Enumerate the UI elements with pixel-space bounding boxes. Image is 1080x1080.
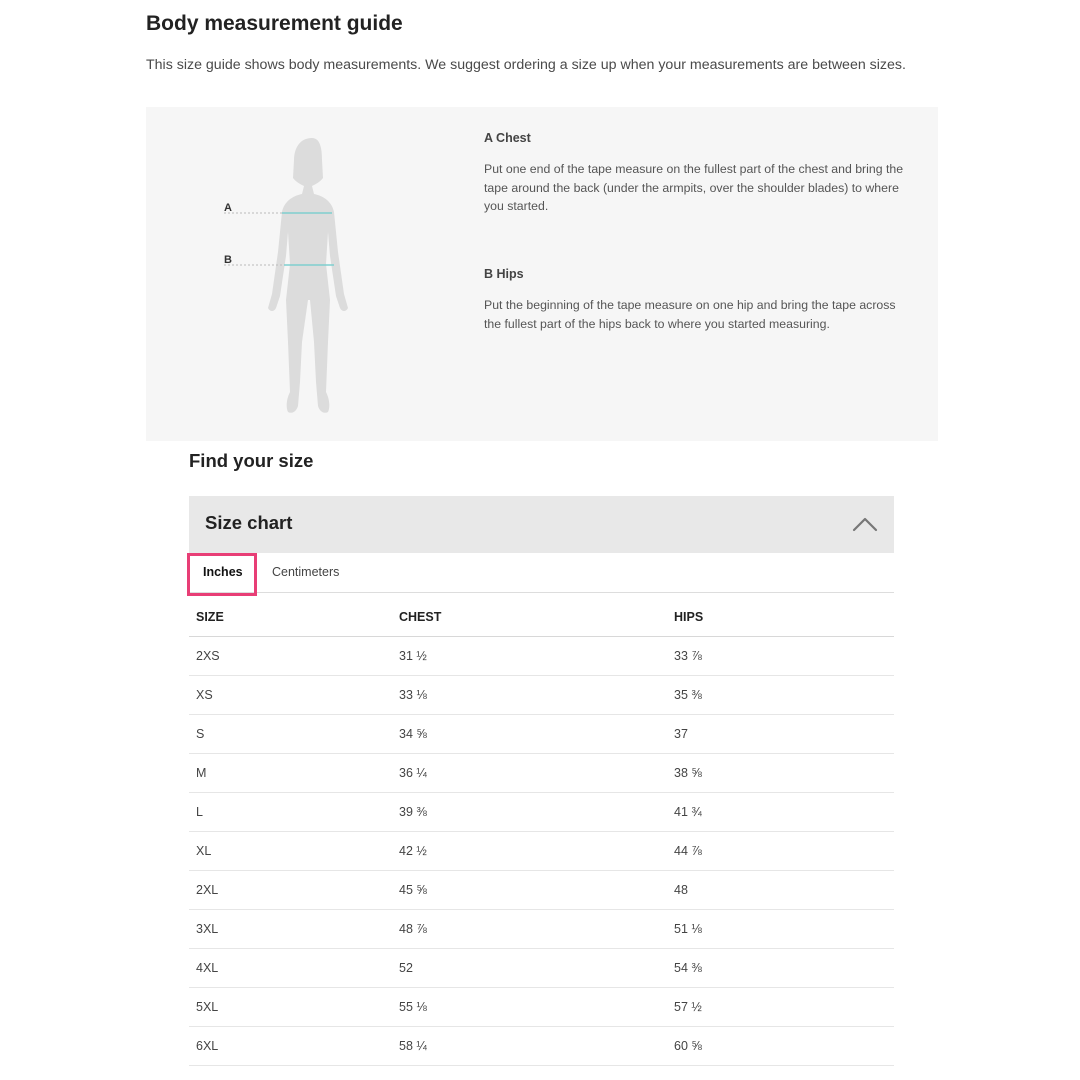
cell-size: S [189, 715, 392, 754]
cell-hips: 41 ¾ [667, 793, 894, 832]
table-row [189, 715, 894, 754]
cell-size: M [189, 754, 392, 793]
hips-description: Put the beginning of the tape measure on one hip and bring the tape across the fullest part of the hips back to where you started measuring. [484, 298, 896, 331]
table-row [189, 793, 894, 832]
cell-chest: 55 ⅛ [392, 988, 667, 1027]
cell-chest: 58 ¼ [392, 1027, 667, 1066]
column-header-chest: CHEST [392, 598, 667, 637]
table-header-row [189, 598, 894, 637]
cell-chest: 36 ¼ [392, 754, 667, 793]
chevron-up-icon[interactable] [852, 515, 878, 533]
cell-chest: 39 ⅜ [392, 793, 667, 832]
table-row [189, 754, 894, 793]
table-row [189, 871, 894, 910]
hips-title: B Hips [484, 267, 524, 281]
figure-label-a: A [224, 202, 232, 214]
table-row [189, 832, 894, 871]
table-row [189, 988, 894, 1027]
cell-chest: 31 ½ [392, 637, 667, 676]
cell-size: 2XS [189, 637, 392, 676]
table-row [189, 1027, 894, 1066]
chest-title: A Chest [484, 131, 531, 145]
table-row [189, 676, 894, 715]
tab-inches[interactable]: Inches [203, 565, 243, 579]
table-row [189, 910, 894, 949]
cell-hips: 35 ⅜ [667, 676, 894, 715]
cell-chest: 45 ⅝ [392, 871, 667, 910]
cell-hips: 38 ⅝ [667, 754, 894, 793]
cell-chest: 52 [392, 949, 667, 988]
unit-tabs [189, 553, 894, 593]
cell-size: XS [189, 676, 392, 715]
body-figure-illustration [216, 132, 396, 432]
cell-size: 6XL [189, 1027, 392, 1066]
measurement-guide-panel [146, 107, 938, 441]
column-header-hips: HIPS [667, 598, 894, 637]
cell-chest: 42 ½ [392, 832, 667, 871]
cell-chest: 33 ⅛ [392, 676, 667, 715]
find-your-size-heading: Find your size [189, 450, 314, 471]
intro-text: This size guide shows body measurements. We suggest ordering a size up when your measurements are between sizes. [146, 57, 906, 73]
cell-hips: 44 ⅞ [667, 832, 894, 871]
table-row [189, 637, 894, 676]
size-table [189, 598, 894, 1066]
body-silhouette [268, 138, 348, 413]
cell-size: XL [189, 832, 392, 871]
cell-hips: 60 ⅝ [667, 1027, 894, 1066]
cell-hips: 57 ½ [667, 988, 894, 1027]
cell-size: 5XL [189, 988, 392, 1027]
cell-chest: 48 ⅞ [392, 910, 667, 949]
cell-chest: 34 ⅝ [392, 715, 667, 754]
cell-hips: 37 [667, 715, 894, 754]
hips-measurement [484, 267, 916, 333]
figure-label-b: B [224, 254, 232, 266]
chest-measurement [484, 131, 916, 216]
cell-size: L [189, 793, 392, 832]
tab-centimeters[interactable]: Centimeters [272, 565, 340, 579]
cell-hips: 54 ⅜ [667, 949, 894, 988]
size-chart-accordion-header[interactable] [189, 496, 894, 553]
cell-size: 3XL [189, 910, 392, 949]
page-title: Body measurement guide [146, 12, 403, 35]
cell-hips: 48 [667, 871, 894, 910]
cell-size: 4XL [189, 949, 392, 988]
size-chart-title: Size chart [205, 512, 293, 533]
cell-size: 2XL [189, 871, 392, 910]
chest-description: Put one end of the tape measure on the fullest part of the chest and bring the tape around the back (under the armpits, over the shoulder blades) to where you started. [484, 162, 904, 213]
cell-hips: 33 ⅞ [667, 637, 894, 676]
column-header-size: SIZE [189, 598, 392, 637]
cell-hips: 51 ⅛ [667, 910, 894, 949]
table-row [189, 949, 894, 988]
